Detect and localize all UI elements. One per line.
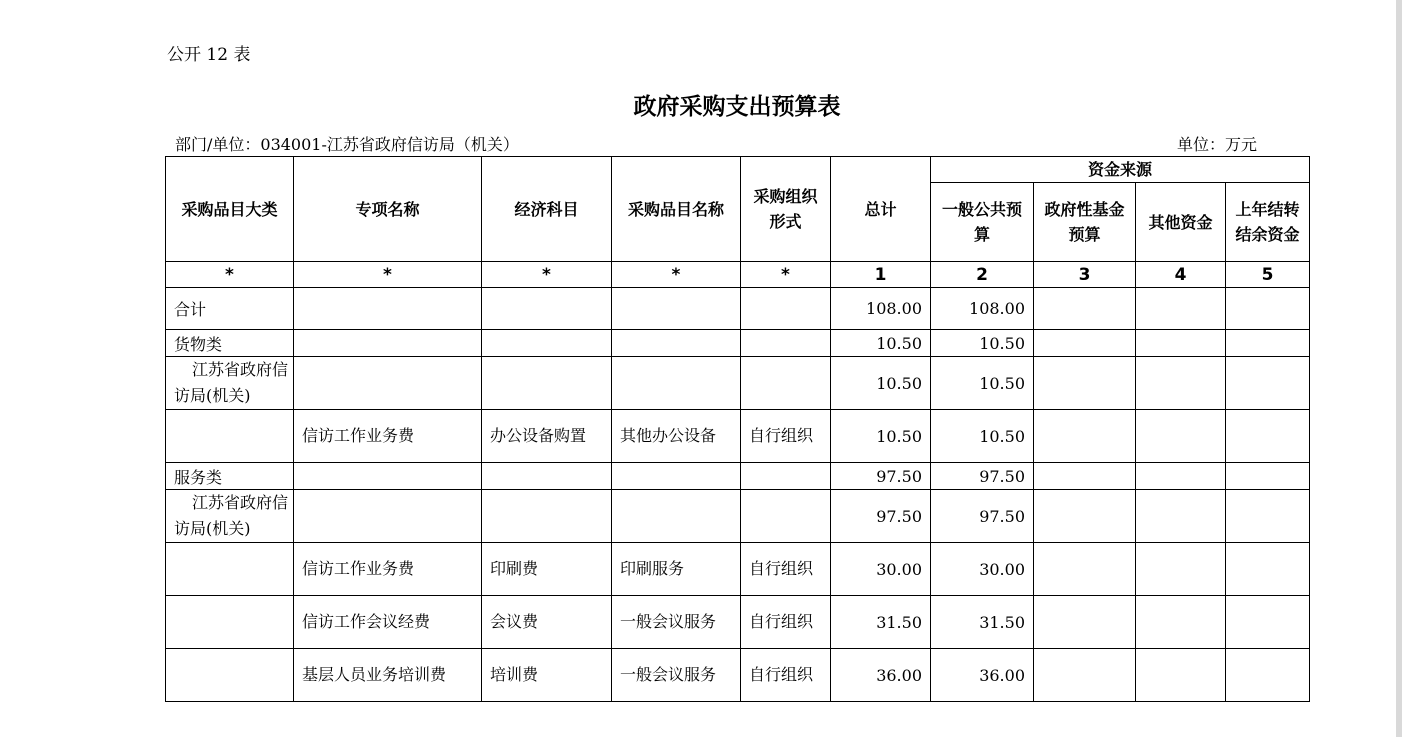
cell-form: 自行组织 xyxy=(741,410,831,463)
cell-item xyxy=(612,357,741,410)
table-row xyxy=(166,330,1310,357)
cell-item xyxy=(612,490,741,543)
cell-carryover xyxy=(1226,410,1310,463)
cell-category: 服务类 xyxy=(166,463,294,490)
marker-cell: 1 xyxy=(831,262,931,288)
cell-category: 货物类 xyxy=(166,330,294,357)
cell-general: 10.50 xyxy=(931,410,1034,463)
cell-econ: 会议费 xyxy=(482,596,612,649)
marker-cell: * xyxy=(166,262,294,288)
cell-econ xyxy=(482,330,612,357)
cell-gov-fund xyxy=(1034,543,1136,596)
unit-label: 单位：万元 xyxy=(1177,135,1258,154)
cell-gov-fund xyxy=(1034,330,1136,357)
cell-category xyxy=(166,543,294,596)
cell-other xyxy=(1136,649,1226,702)
cell-econ xyxy=(482,357,612,410)
cell-category: 合计 xyxy=(166,288,294,330)
cell-total: 97.50 xyxy=(831,463,931,490)
form-number: 公开 12 表 xyxy=(167,45,251,65)
header-total: 总计 xyxy=(831,157,931,262)
cell-other xyxy=(1136,596,1226,649)
cell-general: 10.50 xyxy=(931,330,1034,357)
header-other: 其他资金 xyxy=(1136,183,1226,262)
cell-total: 97.50 xyxy=(831,490,931,543)
cell-other xyxy=(1136,330,1226,357)
table-row xyxy=(166,357,1310,410)
cell-econ xyxy=(482,463,612,490)
cell-item: 印刷服务 xyxy=(612,543,741,596)
cell-form xyxy=(741,288,831,330)
cell-other xyxy=(1136,490,1226,543)
header-form: 采购组织形式 xyxy=(741,157,831,262)
cell-other xyxy=(1136,288,1226,330)
page-title: 政府采购支出预算表 xyxy=(633,94,841,120)
cell-category: 江苏省政府信访局(机关) xyxy=(166,357,294,410)
cell-item xyxy=(612,463,741,490)
cell-gov-fund xyxy=(1034,463,1136,490)
cell-general: 108.00 xyxy=(931,288,1034,330)
cell-total: 10.50 xyxy=(831,410,931,463)
cell-carryover xyxy=(1226,288,1310,330)
header-project: 专项名称 xyxy=(294,157,482,262)
cell-carryover xyxy=(1226,490,1310,543)
cell-econ: 印刷费 xyxy=(482,543,612,596)
cell-carryover xyxy=(1226,649,1310,702)
marker-cell: 5 xyxy=(1226,262,1310,288)
cell-gov-fund xyxy=(1034,288,1136,330)
cell-other xyxy=(1136,410,1226,463)
header-gov-fund: 政府性基金预算 xyxy=(1034,183,1136,262)
cell-total: 10.50 xyxy=(831,330,931,357)
cell-item xyxy=(612,330,741,357)
cell-gov-fund xyxy=(1034,357,1136,410)
marker-cell: 2 xyxy=(931,262,1034,288)
table-row xyxy=(166,410,1310,463)
header-fund-source: 资金来源 xyxy=(931,157,1310,183)
cell-other xyxy=(1136,463,1226,490)
cell-project xyxy=(294,490,482,543)
cell-general: 30.00 xyxy=(931,543,1034,596)
table-row xyxy=(166,463,1310,490)
header-item: 采购品目名称 xyxy=(612,157,741,262)
cell-form: 自行组织 xyxy=(741,649,831,702)
cell-general: 97.50 xyxy=(931,463,1034,490)
cell-total: 10.50 xyxy=(831,357,931,410)
cell-other xyxy=(1136,357,1226,410)
cell-general: 31.50 xyxy=(931,596,1034,649)
cell-project: 信访工作会议经费 xyxy=(294,596,482,649)
marker-cell: 4 xyxy=(1136,262,1226,288)
budget-table xyxy=(165,156,1310,702)
cell-total: 36.00 xyxy=(831,649,931,702)
cell-project xyxy=(294,463,482,490)
cell-form: 自行组织 xyxy=(741,596,831,649)
header-category: 采购品目大类 xyxy=(166,157,294,262)
cell-form xyxy=(741,357,831,410)
header-row-1 xyxy=(166,157,1310,183)
table-row xyxy=(166,596,1310,649)
marker-cell: * xyxy=(482,262,612,288)
cell-econ xyxy=(482,288,612,330)
marker-cell: 3 xyxy=(1034,262,1136,288)
cell-general: 97.50 xyxy=(931,490,1034,543)
table-row xyxy=(166,543,1310,596)
cell-project xyxy=(294,330,482,357)
table-row xyxy=(166,649,1310,702)
cell-form xyxy=(741,490,831,543)
department-label: 部门/单位：034001-江苏省政府信访局（机关） xyxy=(175,135,519,154)
cell-carryover xyxy=(1226,596,1310,649)
cell-form: 自行组织 xyxy=(741,543,831,596)
table-row xyxy=(166,490,1310,543)
cell-item: 一般会议服务 xyxy=(612,596,741,649)
cell-econ: 办公设备购置 xyxy=(482,410,612,463)
cell-project xyxy=(294,357,482,410)
cell-carryover xyxy=(1226,357,1310,410)
marker-cell: * xyxy=(741,262,831,288)
cell-gov-fund xyxy=(1034,596,1136,649)
marker-row xyxy=(166,262,1310,288)
cell-gov-fund xyxy=(1034,490,1136,543)
cell-project xyxy=(294,288,482,330)
cell-carryover xyxy=(1226,463,1310,490)
cell-gov-fund xyxy=(1034,649,1136,702)
cell-category xyxy=(166,596,294,649)
cell-total: 30.00 xyxy=(831,543,931,596)
cell-other xyxy=(1136,543,1226,596)
cell-category xyxy=(166,649,294,702)
cell-project: 信访工作业务费 xyxy=(294,543,482,596)
header-carryover: 上年结转结余资金 xyxy=(1226,183,1310,262)
marker-cell: * xyxy=(294,262,482,288)
cell-item: 其他办公设备 xyxy=(612,410,741,463)
cell-carryover xyxy=(1226,543,1310,596)
cell-econ: 培训费 xyxy=(482,649,612,702)
header-econ: 经济科目 xyxy=(482,157,612,262)
cell-form xyxy=(741,463,831,490)
cell-gov-fund xyxy=(1034,410,1136,463)
cell-category: 江苏省政府信访局(机关) xyxy=(166,490,294,543)
cell-general: 36.00 xyxy=(931,649,1034,702)
cell-form xyxy=(741,330,831,357)
cell-total: 108.00 xyxy=(831,288,931,330)
header-general: 一般公共预算 xyxy=(931,183,1034,262)
cell-econ xyxy=(482,490,612,543)
cell-item xyxy=(612,288,741,330)
cell-total: 31.50 xyxy=(831,596,931,649)
cell-item: 一般会议服务 xyxy=(612,649,741,702)
cell-carryover xyxy=(1226,330,1310,357)
cell-project: 基层人员业务培训费 xyxy=(294,649,482,702)
marker-cell: * xyxy=(612,262,741,288)
cell-category xyxy=(166,410,294,463)
cell-general: 10.50 xyxy=(931,357,1034,410)
cell-project: 信访工作业务费 xyxy=(294,410,482,463)
table-row xyxy=(166,288,1310,330)
